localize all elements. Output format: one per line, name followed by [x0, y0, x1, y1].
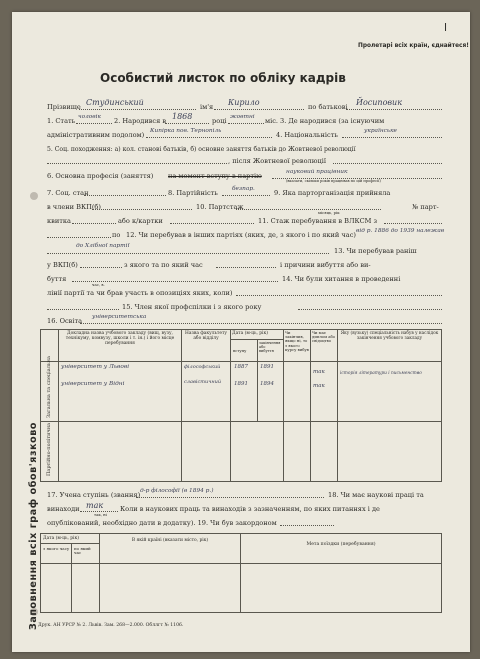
party-label: 8. Партійність	[168, 189, 218, 197]
edu-header-date: Дата (м-ць, рік)	[232, 331, 268, 336]
union-label: 15. Член якої профспілки і з якого року	[122, 303, 262, 311]
degree-value: д-р філософії (в 1894 р.)	[140, 488, 214, 494]
name-label: ім'я	[200, 103, 214, 111]
card-label-2: або к/картки	[118, 217, 163, 225]
nationality-label: 4. Національність	[276, 131, 338, 139]
edu-row1-specialty: історія літератури і письменство	[340, 371, 422, 376]
edu-header-enter: вступу	[233, 348, 247, 353]
nationality-value: українське	[364, 128, 397, 134]
party-exp-label: 10. Партстаж	[196, 203, 244, 211]
other-parties-value-2: до Хлібної партії	[76, 243, 130, 249]
born-label: 2. Народився в	[114, 117, 167, 125]
abroad-label: опублікований, необхідно дати в додатку). 19. Чи був закордоном	[47, 519, 277, 527]
works-value: так	[86, 501, 104, 510]
prev-period-label: з якого та по який час	[124, 261, 203, 269]
patronymic-value: Йосиповик	[356, 98, 402, 107]
party-exp-hint: місяць, рік	[318, 210, 340, 215]
slogan: Пролетарі всіх країн, єднайтеся!	[358, 43, 469, 49]
party-card-label: № парт-	[412, 203, 439, 211]
abroad-header-country: В якій країні (вказати місто, рік)	[100, 534, 241, 564]
patronymic-label: по батькові	[308, 103, 348, 111]
birth-month-value: жовтні	[230, 114, 255, 120]
prev-member-label: 13. Чи перебував раніш	[334, 247, 417, 255]
party-value: безпар.	[232, 186, 255, 192]
prev-member-label-2: у ВКП(б)	[47, 261, 78, 269]
edu-row1-diploma: так	[313, 369, 325, 375]
sex-label: 1. Стать	[47, 117, 76, 125]
edu-row1-enter: 1887	[234, 364, 248, 370]
education-table	[40, 329, 442, 482]
year-label: році	[212, 117, 227, 125]
edu-row2-faculty: славістичний	[184, 379, 222, 385]
social-status-label: 7. Соц. стан	[47, 189, 89, 197]
edu-header-completed: Чи закінчив, якщо ні, то з якого курсу вибув	[284, 330, 311, 362]
edu-row2-institution: університет у Відні	[61, 381, 125, 387]
abroad-header-date: Дата (м-ць, рік)	[43, 536, 79, 541]
social-origin-label: 5. Соц. походження: а) кол. станові батьків, б) основне заняття батьків до Жовтневої революції	[47, 146, 356, 153]
edu-group-political: Партійно-політична	[46, 422, 52, 476]
wavering-label-2: лінії партії та чи брав участь в опозиціях яких, коли)	[47, 289, 233, 297]
works-hint: так, ні	[94, 512, 107, 517]
edu-group-general: Загальна та спеціальна	[46, 356, 52, 418]
leaving-label: буття	[47, 275, 67, 283]
surname-label: Прізвище	[47, 103, 81, 111]
education-value: університетська	[92, 314, 147, 320]
party-org-label-2: в члени ВКП(б)	[47, 203, 101, 211]
leaving-reason-label: і причини вибуття або ви-	[280, 261, 371, 269]
profession-value: науковий працівник	[286, 169, 348, 175]
degree-label: 17. Учена ступінь (звання)	[47, 491, 141, 499]
wavering-label: 14. Чи були хитання в проведенні	[282, 275, 401, 283]
edu-row2-finish: 1894	[260, 381, 274, 387]
leaving-hint: час, в.	[92, 282, 105, 287]
month-label: міс.	[265, 117, 279, 125]
birth-year-value: 1868	[172, 112, 193, 121]
edu-row2-diploma: так	[313, 383, 325, 389]
other-parties-value: від р. 1886 до 1939 належав	[356, 228, 445, 234]
birthplace-label: 3. Де народився (за існуючим	[280, 117, 385, 125]
card-label: квитка	[47, 217, 71, 225]
party-org-label: 9. Яка парторганізація прийняла	[274, 189, 391, 197]
profession-label: 6. Основна професія (заняття)	[47, 172, 154, 180]
name-value: Кирило	[228, 98, 260, 107]
edu-row1-finish: 1891	[260, 364, 274, 370]
edu-row2-enter: 1891	[234, 381, 248, 387]
edu-header-institution: Докладна назва учбового закладу (вищ, вузу, технікуму, комвузу, школи і т. ін.) і його місце перебування	[59, 330, 182, 362]
abroad-header-purpose: Мета поїздки (перебування)	[241, 534, 442, 564]
surname-value: Студинський	[86, 98, 144, 107]
profession-label-2: на момент вступу в партію	[168, 172, 262, 180]
inventions-label: винаходи	[47, 505, 80, 513]
abroad-header-to: по який час	[74, 546, 91, 556]
works-label: 18. Чи має наукові праці та	[328, 491, 424, 499]
profession-hint: (вказати, скільки років працював по цій професії)	[286, 179, 381, 183]
komsomol-label: 11. Стаж перебування в ВЛКСМ з	[258, 217, 378, 225]
sex-value: чоловік	[78, 114, 101, 120]
after-revolution-label: , після Жовтневої революції	[228, 157, 326, 165]
side-label: Заповнення всіх граф обов'язково	[28, 422, 39, 630]
works-detail-label: Коли в наукових праць та винаходів з зазначенням, по яких питаннях і де	[120, 505, 380, 513]
edu-header-specialty: Яку (вузьку) спеціальність набув у наслідок закінчення учбового закладу	[338, 330, 442, 362]
corner-mark: l	[444, 21, 448, 34]
edu-row1-institution: університет у Львові	[61, 364, 130, 370]
edu-header-diploma: Чи має диплом або свідоцтво	[311, 330, 338, 362]
footer-print-info: Друк. АН УРСР № 2. Львів. Зам. 268—2.000. Обллгт № 1106.	[38, 623, 184, 628]
page-title: Особистий листок по обліку кадрів	[100, 71, 346, 85]
edu-row1-faculty: філософський	[184, 364, 221, 370]
other-parties-label: 12. Чи перебував в інших партіях (яких, де, з якого і по який час)	[126, 231, 356, 239]
birthplace-label-2: адміністративним подолом)	[47, 131, 145, 139]
edu-header-finish: закінчення або вибуття	[259, 341, 281, 353]
komsomol-to-label: по	[112, 231, 121, 239]
birthplace-value: Кипірка пов. Тернопіль	[150, 128, 222, 134]
abroad-table	[40, 533, 442, 613]
education-label: 16. Освіта	[47, 317, 83, 325]
edu-header-faculty: Назва факультету або відділу	[182, 330, 231, 362]
abroad-header-from: з якого часу	[43, 546, 70, 551]
